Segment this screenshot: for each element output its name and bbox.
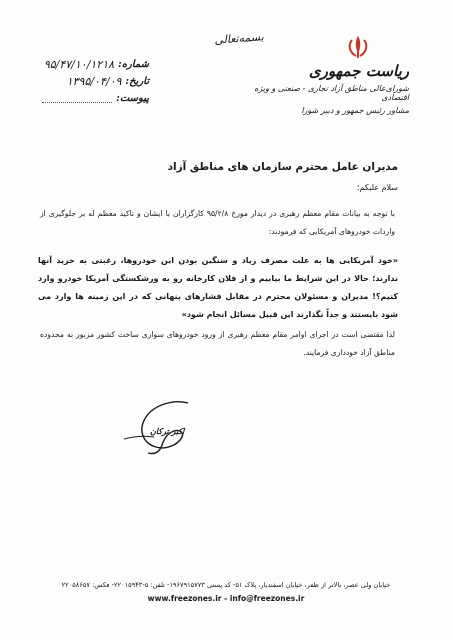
org-title: ریاست جمهوری	[308, 62, 409, 80]
addressee: مدیران عامل محترم سازمان های مناطق آزاد	[167, 161, 398, 173]
organization-block	[249, 62, 409, 115]
number-value: ۹۵/۴۷/۱۰/۱۲۱۸	[43, 58, 115, 71]
date-label: تاریخ:	[125, 76, 149, 87]
org-subtitle-secondary: مشاور رئیس جمهور و دبیر شورا	[301, 106, 409, 115]
leader-quote: «خود آمریکایی ها به علت مصرف زیاد و سنگین بودن این خودروها، رغبتی به خرید آنها ندارند؛ حالا در این شرایط ما بیاییم و از فلان کارخانه رو به ورشکستگی آمریکا خودرو وارد کنیم؟! مدیران و مسئولان محترم در مقابل فشارهای پنهانی که در این زمینه ها وارد می شود بایستند و جداً نگذارند این قبیل مسائل انجام شود»	[38, 256, 398, 319]
meta-number-row	[14, 56, 149, 73]
body-paragraph-1: با توجه به بیانات مقام معظم رهبری در دیدار مورخ ۹۵/۲/۸ کارگزاران با ایشان و تاکید معظم له بر جلوگیری از واردات خودروهای آمریکایی که فرمودند:	[40, 209, 395, 236]
date-value: ۱۳۹۵/۰۴/۰۹	[66, 75, 122, 88]
iran-emblem-icon	[344, 34, 372, 60]
body-paragraph-2: لذا مقتضی است در اجرای اوامر مقام معظم رهبری از ورود خودروهای سواری ساخت کشور مزبور به محدوده مناطق آزاد خودداری فرمایند.	[40, 330, 395, 357]
attachment-blank	[42, 94, 112, 103]
meta-attachment-row	[14, 90, 149, 107]
meta-date-row	[14, 73, 149, 90]
org-subtitle: شورای‌عالی مناطق آزاد تجاری - صنعتی و ویژه اقتصادی	[254, 84, 409, 102]
bismillah-heading: بسمه‌تعالی	[213, 30, 265, 47]
attachment-label: پیوست:	[116, 93, 149, 104]
number-label: شماره:	[118, 59, 149, 70]
signer-name: اکبر ترکان	[150, 426, 185, 436]
footer-website[interactable]: www.freezones.ir - info@freezones.ir	[147, 594, 305, 603]
letter-meta	[14, 56, 149, 107]
footer-address: خیابان ولی عصر، بالاتر از ظفر، خیابان اسفندیار، پلاک ۵۱- کد پستی ۱۹۶۷۹۱۵۷۷۳- تلفن: ۵-۲۲۰۱۵۹۴۳- فکس: ۲۲۰۵۸۶۵۷	[61, 581, 391, 589]
footer	[12, 581, 440, 603]
greeting: سلام علیکم؛	[356, 183, 398, 192]
